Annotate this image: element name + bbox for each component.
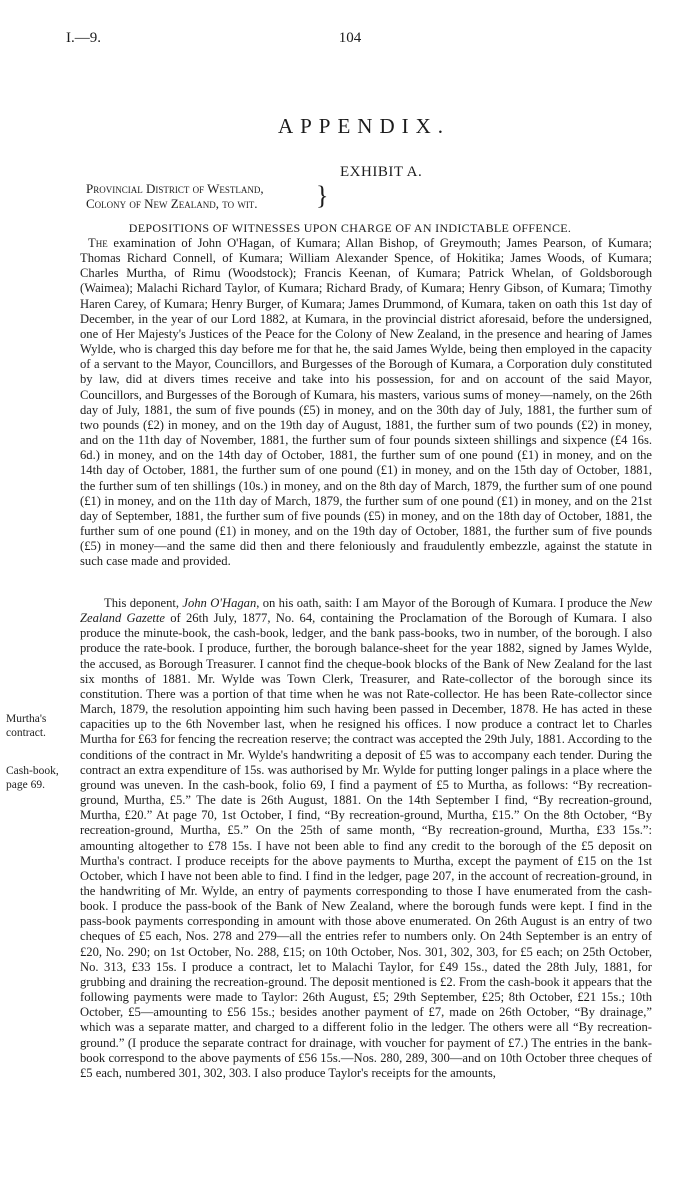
venue-district: Provincial District of Westland,: [86, 181, 264, 196]
deposition-intro: This deponent,: [104, 596, 183, 610]
deposition-paragraph: [80, 596, 652, 1081]
venue-colony: Colony of New Zealand, to wit.: [86, 196, 258, 211]
gazette-title: New Zealand Gazette: [80, 596, 652, 626]
margin-note-line: Murtha's: [6, 713, 47, 725]
deposition-text-part2: of 26th July, 1877, No. 64, containing the Proclamation of the Borough of Kumara. I also produce the minute-book, the cash-book, ledger, and the bank pass-books, two in number, of the borough. I also produce the rate-book. I produce, further, the borough balance-sheet for the year 1882, signed by James Wylde, the accused, as Borough Treasurer. I cannot find the cheque-book blocks of the Bank of New Zealand for the last six months of 1881. Mr. Wylde was Town Clerk, Treasurer, and Rate-collector of the borough since its constitution. There was a portion of that time when he was not Rate-collector. He has been Rate-collector since March, 1879, the resolution appointing him such having been passed in December, 1878. He has acted in these capacities up to the 6th November last, when he resigned his offices. I now produce a contract let to Charles Murtha for £63 for fencing the recreation reserve; the contract was accepted the 29th July, 1881. According to the conditions of the contract in Mr. Wylde's handwriting a deposit of £5 was to accompany each tender. During the contract an extra expenditure of 15s. was authorised by Mr. Wylde for putting longer palings in a place where the ground was uneven. In the cash-book, folio 69, I find a payment of £5 to Murtha, as follows: “By recreation-ground, Murtha, £5.” The date is 26th August, 1881. On the 14th September I find, “By recreation-ground, Murtha, £20.” At page 70, 1st October, I find, “By recreation-ground, Murtha, £15.” On the 8th October, “By recreation-ground, Murtha, £5.” On the 25th of same month, “By recreation-ground, Murtha, £33 15s.”: amounting altogether to £78 15s. I have not been able to find any credit to the borough of the £5 deposit on Murtha's contract. I produce receipts for the above payments to Murtha, except the payment of £15 on the 1st October, which I have not been able to find. I find in the ledger, page 207, in the account of recreation-ground, in the handwriting of Mr. Wylde, an entry of payments corresponding to those I have enumerated from the cash-book. I produce the pass-book of the Bank of New Zealand, where the borough funds were kept. I find in the pass-book payments corresponding in amount with those above enumerated. On 26th August is an entry of two cheques of £5 each, Nos. 278 and 279—all the entries refer to numbers only. On 24th September is an entry of £20, No. 290; on 1st October, No. 288, £15; on 10th October, Nos. 301, 302, 303, for £5 each; on 25th October, No. 313, £33 15s. I produce a contract, let to Malachi Taylor, for £49 15s., dated the 28th July, 1881, for grubbing and draining the recreation-ground. The deposit mentioned is £2. From the cash-book it appears that the following payments were made to Taylor: 26th August, £5; 29th September, £25; 8th October, £21 15s.; 10th October, £5—amounting to £56 15s.; besides another payment of £7, made on 26th October, “By drainage,” which was a separate matter, and charged to a different folio in the ledger. The others were all “By recreation-ground.” (I produce the separate contract for drainage, with voucher for payment of £7.) The entries in the bank-book correspond to the above payments of £56 15s.—Nos. 280, 289, 300—and on 10th October three cheques of £5 each, numbered 301, 302, 303. I also produce Taylor's receipts for the amounts,: [80, 611, 652, 1080]
margin-note-line: contract.: [6, 727, 46, 739]
exhibit-heading: EXHIBIT A.: [340, 164, 423, 180]
paragraph-lead-word: The: [88, 236, 108, 250]
margin-note-line: Cash-book,: [6, 765, 59, 777]
examination-text: examination of John O'Hagan, of Kumara; Allan Bishop, of Greymouth; James Pearson, of Kumara; Thomas Richard Connell, of Kumara; William Alexander Spence, of Hokitika; James Woods, of Kumara; Charles Murtha, of Rimu (Woodstock); Francis Keenan, of Kumara; Patrick Whelan, of Goldsborough (Waimea); Malachi Richard Taylor, of Kumara; Richard Brady, of Kumara; Henry Gibson, of Kumara; Timothy Haren Carey, of Kumara; Henry Burger, of Kumara; James Drummond, of Kumara, taken on oath this 1st day of December, in the year of our Lord 1882, at Kumara, in the provincial district aforesaid, before the undersigned, one of Her Majesty's Justices of the Peace for the Colony of New Zealand, in the presence and hearing of James Wylde, who is charged this day before me for that he, the said James Wylde, being then employed in the capacity of a servant to the Mayor, Councillors, and Burgesses of the Borough of Kumara, a Corporation duly constituted by law, did at divers times receive and take into his possession, for and on account of the said Mayor, Councillors, and Burgesses of the Borough of Kumara, his masters, various sums of money—namely, on the 26th day of July, 1881, the sum of five pounds (£5) in money, and on the 30th day of July, 1881, the further sum of two pounds (£2) in money, and on the 19th day of August, 1881, the further sum of two pounds (£2) in money, and on the 11th day of November, 1881, the further sum of four pounds sixteen shillings and sixpence (£4 16s. 6d.) in money, and on the 14th day of October, 1881, the further sum of one pound (£1) in money, and on the 14th day of October, 1881, the further sum of one pound (£1) in money, and on the 15th day of October, 1881, the further sum of ten shillings (10s.) in money, and on the 8th day of March, 1879, the further sum of one pound (£1) in money, and on the 11th day of March, 1879, the further sum of one pound (£1) in money, and on the 21st day of September, 1881, the further sum of five pounds (£5) in money, and on the 18th day of October, 1881, the further sum of one pound (£1) in money, and on the 19th day of October, 1881, the further sum of five pounds (£5) in money—and the same did then and there feloniously and fraudulently embezzle, against the statute in such case made and provided.: [80, 236, 652, 569]
margin-note-cash-book: [6, 764, 74, 792]
parliamentary-paper-reference: I.—9.: [66, 30, 101, 46]
page-number: 104: [338, 30, 362, 46]
appendix-title: APPENDIX.: [277, 114, 451, 138]
venue-block: [86, 181, 329, 211]
examination-paragraph: [80, 236, 652, 569]
depositions-heading: DEPOSITIONS OF WITNESSES UPON CHARGE OF AN INDICTABLE OFFENCE.: [128, 221, 572, 235]
venue-brace: }: [316, 181, 329, 210]
margin-note-murtha-contract: [6, 712, 74, 740]
deponent-name: John O'Hagan: [182, 596, 257, 610]
deposition-text-part1: , on his oath, saith: I am Mayor of the Borough of Kumara. I produce the: [256, 596, 630, 610]
margin-note-line: page 69.: [6, 779, 45, 791]
